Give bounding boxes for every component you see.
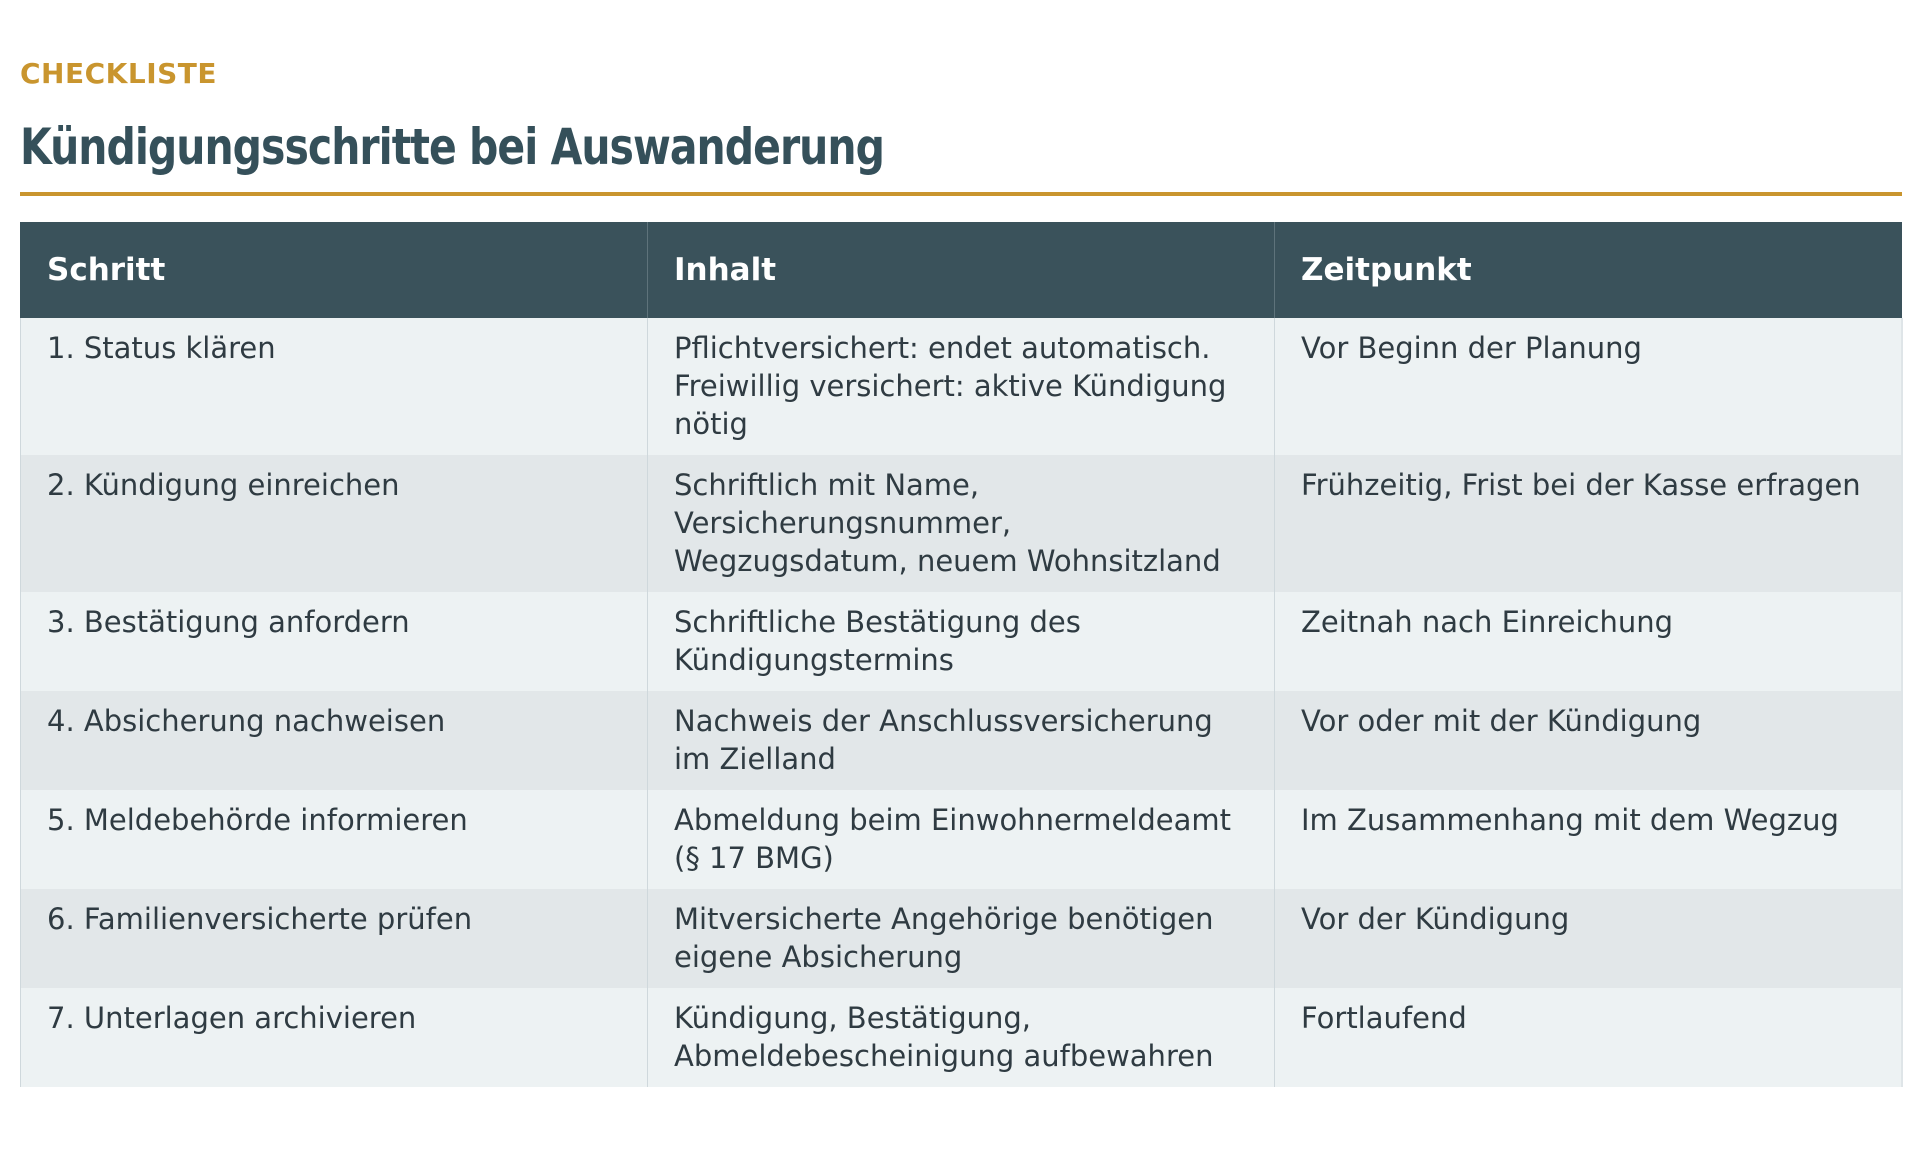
step-cell: 1. Status klären [21,318,648,455]
table-row [21,318,1902,455]
content-cell: Nachweis der Anschlussversicherung im Zielland [648,691,1275,790]
timing-cell: Vor der Kündigung [1275,889,1902,988]
column-header-zeitpunkt: Zeitpunkt [1275,222,1902,318]
title-divider [20,192,1902,196]
step-cell: 7. Unterlagen archivieren [21,988,648,1087]
step-cell: 2. Kündigung einreichen [21,455,648,592]
timing-cell: Fortlaufend [1275,988,1902,1087]
table-header-row [21,222,1902,318]
content-cell: Schriftliche Bestätigung des Kündigungstermins [648,592,1275,691]
timing-cell: Frühzeitig, Frist bei der Kasse erfragen [1275,455,1902,592]
step-cell: 5. Meldebehörde informieren [21,790,648,889]
step-cell: 4. Absicherung nachweisen [21,691,648,790]
table-row [21,691,1902,790]
section-eyebrow: CHECKLISTE [20,57,218,90]
content-cell: Pflichtversichert: endet automatisch. Freiwillig versichert: aktive Kündigung nötig [648,318,1275,455]
timing-cell: Zeitnah nach Einreichung [1275,592,1902,691]
content-cell: Kündigung, Bestätigung, Abmeldebescheinigung aufbewahren [648,988,1275,1087]
timing-cell: Vor oder mit der Kündigung [1275,691,1902,790]
page-title: Kündigungsschritte bei Auswanderung [20,118,884,176]
column-header-schritt: Schritt [21,222,648,318]
content-cell: Schriftlich mit Name, Versicherungsnummer, Wegzugsdatum, neuem Wohnsitzland [648,455,1275,592]
steps-table [20,222,1903,1087]
timing-cell: Im Zusammenhang mit dem Wegzug [1275,790,1902,889]
table-row [21,889,1902,988]
table-row [21,592,1902,691]
table-row [21,988,1902,1087]
content-cell: Abmeldung beim Einwohnermeldeamt (§ 17 BMG) [648,790,1275,889]
step-cell: 6. Familienversicherte prüfen [21,889,648,988]
table-row [21,455,1902,592]
timing-cell: Vor Beginn der Planung [1275,318,1902,455]
content-cell: Mitversicherte Angehörige benötigen eigene Absicherung [648,889,1275,988]
step-cell: 3. Bestätigung anfordern [21,592,648,691]
table-row [21,790,1902,889]
column-header-inhalt: Inhalt [648,222,1275,318]
